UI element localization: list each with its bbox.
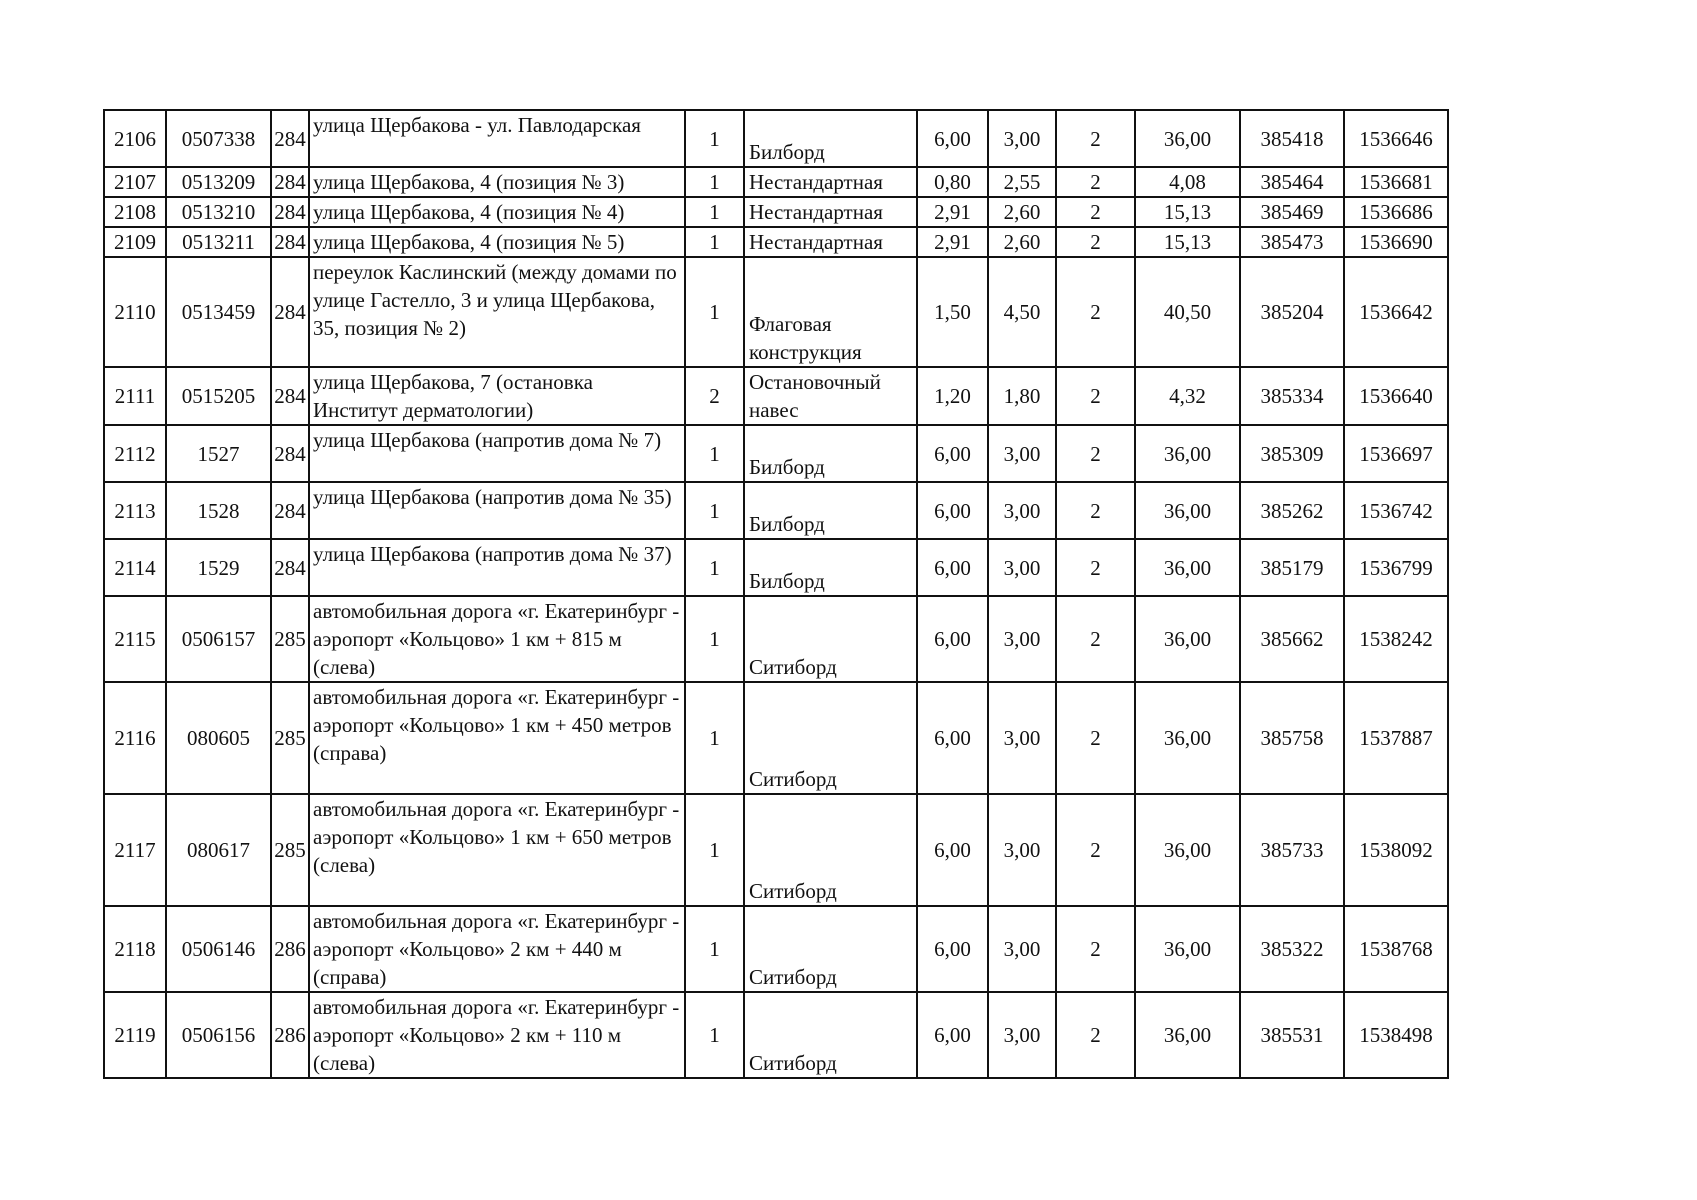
address-cell: улица Щербакова, 4 (позиция № 3) [309,167,685,197]
row-number-cell: 2117 [104,794,166,906]
x-coord-cell: 385309 [1240,425,1344,482]
area-cell: 36,00 [1135,596,1240,682]
table-row [104,257,1448,367]
row-number-cell: 2108 [104,197,166,227]
count-cell: 1 [685,425,744,482]
block-cell: 285 [271,682,309,794]
row-number-cell: 2113 [104,482,166,539]
area-cell: 15,13 [1135,227,1240,257]
table-row [104,197,1448,227]
x-coord-cell: 385204 [1240,257,1344,367]
width-cell: 6,00 [917,794,988,906]
sides-cell: 2 [1056,167,1135,197]
code-cell: 080605 [166,682,271,794]
address-cell: автомобильная дорога «г. Екатеринбург - аэропорт «Кольцово» 1 км + 450 метров (справа) [309,682,685,794]
block-cell: 284 [271,197,309,227]
width-cell: 6,00 [917,482,988,539]
height-cell: 3,00 [988,992,1056,1078]
address-cell: автомобильная дорога «г. Екатеринбург - аэропорт «Кольцово» 2 км + 110 м (слева) [309,992,685,1078]
sides-cell: 2 [1056,227,1135,257]
height-cell: 3,00 [988,539,1056,596]
block-cell: 284 [271,110,309,167]
table-body [104,110,1448,1078]
block-cell: 284 [271,367,309,425]
table-row [104,425,1448,482]
type-cell: Нестандартная [744,227,917,257]
area-cell: 36,00 [1135,682,1240,794]
x-coord-cell: 385662 [1240,596,1344,682]
sides-cell: 2 [1056,367,1135,425]
sides-cell: 2 [1056,992,1135,1078]
block-cell: 285 [271,794,309,906]
address-cell: улица Щербакова (напротив дома № 35) [309,482,685,539]
row-number-cell: 2112 [104,425,166,482]
sides-cell: 2 [1056,425,1135,482]
y-coord-cell: 1536799 [1344,539,1448,596]
code-cell: 1529 [166,539,271,596]
block-cell: 284 [271,539,309,596]
table-row [104,167,1448,197]
count-cell: 2 [685,367,744,425]
address-cell: улица Щербакова (напротив дома № 37) [309,539,685,596]
y-coord-cell: 1536690 [1344,227,1448,257]
y-coord-cell: 1536646 [1344,110,1448,167]
sides-cell: 2 [1056,257,1135,367]
table-row [104,596,1448,682]
width-cell: 6,00 [917,596,988,682]
row-number-cell: 2109 [104,227,166,257]
height-cell: 2,60 [988,197,1056,227]
address-cell: улица Щербакова, 7 (остановка Институт дерматологии) [309,367,685,425]
y-coord-cell: 1538768 [1344,906,1448,992]
area-cell: 36,00 [1135,794,1240,906]
x-coord-cell: 385733 [1240,794,1344,906]
y-coord-cell: 1536697 [1344,425,1448,482]
area-cell: 36,00 [1135,482,1240,539]
sides-cell: 2 [1056,482,1135,539]
width-cell: 1,50 [917,257,988,367]
address-cell: автомобильная дорога «г. Екатеринбург - аэропорт «Кольцово» 1 км + 815 м (слева) [309,596,685,682]
block-cell: 284 [271,257,309,367]
data-table [103,109,1449,1079]
row-number-cell: 2119 [104,992,166,1078]
width-cell: 6,00 [917,110,988,167]
type-cell: Ситиборд [744,906,917,992]
code-cell: 0513209 [166,167,271,197]
code-cell: 1528 [166,482,271,539]
code-cell: 1527 [166,425,271,482]
type-cell: Ситиборд [744,596,917,682]
y-coord-cell: 1536640 [1344,367,1448,425]
width-cell: 6,00 [917,539,988,596]
block-cell: 284 [271,167,309,197]
y-coord-cell: 1536642 [1344,257,1448,367]
height-cell: 3,00 [988,482,1056,539]
row-number-cell: 2110 [104,257,166,367]
table-row [104,110,1448,167]
row-number-cell: 2115 [104,596,166,682]
height-cell: 3,00 [988,110,1056,167]
count-cell: 1 [685,906,744,992]
height-cell: 2,60 [988,227,1056,257]
area-cell: 36,00 [1135,425,1240,482]
count-cell: 1 [685,539,744,596]
type-cell: Ситиборд [744,794,917,906]
x-coord-cell: 385531 [1240,992,1344,1078]
width-cell: 1,20 [917,367,988,425]
code-cell: 0506157 [166,596,271,682]
block-cell: 285 [271,596,309,682]
x-coord-cell: 385469 [1240,197,1344,227]
height-cell: 3,00 [988,682,1056,794]
area-cell: 4,08 [1135,167,1240,197]
y-coord-cell: 1536681 [1344,167,1448,197]
sides-cell: 2 [1056,682,1135,794]
height-cell: 3,00 [988,425,1056,482]
sides-cell: 2 [1056,906,1135,992]
area-cell: 36,00 [1135,539,1240,596]
area-cell: 36,00 [1135,906,1240,992]
width-cell: 2,91 [917,227,988,257]
address-cell: автомобильная дорога «г. Екатеринбург - аэропорт «Кольцово» 2 км + 440 м (справа) [309,906,685,992]
row-number-cell: 2107 [104,167,166,197]
table-row [104,367,1448,425]
width-cell: 0,80 [917,167,988,197]
y-coord-cell: 1536742 [1344,482,1448,539]
block-cell: 284 [271,227,309,257]
x-coord-cell: 385473 [1240,227,1344,257]
type-cell: Ситиборд [744,992,917,1078]
type-cell: Билборд [744,110,917,167]
address-cell: улица Щербакова (напротив дома № 7) [309,425,685,482]
count-cell: 1 [685,227,744,257]
area-cell: 40,50 [1135,257,1240,367]
code-cell: 0506156 [166,992,271,1078]
type-cell: Флаговая конструкция [744,257,917,367]
block-cell: 286 [271,906,309,992]
x-coord-cell: 385262 [1240,482,1344,539]
code-cell: 0507338 [166,110,271,167]
y-coord-cell: 1538092 [1344,794,1448,906]
count-cell: 1 [685,682,744,794]
address-cell: автомобильная дорога «г. Екатеринбург - аэропорт «Кольцово» 1 км + 650 метров (слева) [309,794,685,906]
sides-cell: 2 [1056,794,1135,906]
area-cell: 15,13 [1135,197,1240,227]
x-coord-cell: 385464 [1240,167,1344,197]
sides-cell: 2 [1056,596,1135,682]
row-number-cell: 2114 [104,539,166,596]
type-cell: Нестандартная [744,197,917,227]
code-cell: 080617 [166,794,271,906]
address-cell: улица Щербакова - ул. Павлодарская [309,110,685,167]
row-number-cell: 2106 [104,110,166,167]
height-cell: 3,00 [988,596,1056,682]
y-coord-cell: 1538498 [1344,992,1448,1078]
y-coord-cell: 1537887 [1344,682,1448,794]
count-cell: 1 [685,197,744,227]
type-cell: Билборд [744,482,917,539]
x-coord-cell: 385758 [1240,682,1344,794]
type-cell: Остановочный навес [744,367,917,425]
block-cell: 284 [271,425,309,482]
height-cell: 4,50 [988,257,1056,367]
row-number-cell: 2118 [104,906,166,992]
count-cell: 1 [685,482,744,539]
height-cell: 3,00 [988,906,1056,992]
y-coord-cell: 1538242 [1344,596,1448,682]
code-cell: 0513211 [166,227,271,257]
table-row [104,539,1448,596]
width-cell: 6,00 [917,992,988,1078]
x-coord-cell: 385179 [1240,539,1344,596]
y-coord-cell: 1536686 [1344,197,1448,227]
type-cell: Билборд [744,425,917,482]
row-number-cell: 2111 [104,367,166,425]
table-row [104,227,1448,257]
width-cell: 2,91 [917,197,988,227]
address-cell: переулок Каслинский (между домами по улице Гастелло, 3 и улица Щербакова, 35, позиция № 2) [309,257,685,367]
count-cell: 1 [685,110,744,167]
table-row [104,992,1448,1078]
height-cell: 1,80 [988,367,1056,425]
sides-cell: 2 [1056,539,1135,596]
row-number-cell: 2116 [104,682,166,794]
type-cell: Ситиборд [744,682,917,794]
sides-cell: 2 [1056,110,1135,167]
width-cell: 6,00 [917,682,988,794]
table-row [104,482,1448,539]
code-cell: 0506146 [166,906,271,992]
code-cell: 0513459 [166,257,271,367]
width-cell: 6,00 [917,906,988,992]
count-cell: 1 [685,794,744,906]
x-coord-cell: 385418 [1240,110,1344,167]
height-cell: 2,55 [988,167,1056,197]
address-cell: улица Щербакова, 4 (позиция № 4) [309,197,685,227]
address-cell: улица Щербакова, 4 (позиция № 5) [309,227,685,257]
count-cell: 1 [685,167,744,197]
count-cell: 1 [685,992,744,1078]
table-row [104,794,1448,906]
type-cell: Нестандартная [744,167,917,197]
block-cell: 284 [271,482,309,539]
code-cell: 0513210 [166,197,271,227]
width-cell: 6,00 [917,425,988,482]
table-row [104,682,1448,794]
table-row [104,906,1448,992]
height-cell: 3,00 [988,794,1056,906]
x-coord-cell: 385322 [1240,906,1344,992]
count-cell: 1 [685,257,744,367]
sides-cell: 2 [1056,197,1135,227]
area-cell: 4,32 [1135,367,1240,425]
type-cell: Билборд [744,539,917,596]
x-coord-cell: 385334 [1240,367,1344,425]
code-cell: 0515205 [166,367,271,425]
block-cell: 286 [271,992,309,1078]
count-cell: 1 [685,596,744,682]
area-cell: 36,00 [1135,110,1240,167]
area-cell: 36,00 [1135,992,1240,1078]
